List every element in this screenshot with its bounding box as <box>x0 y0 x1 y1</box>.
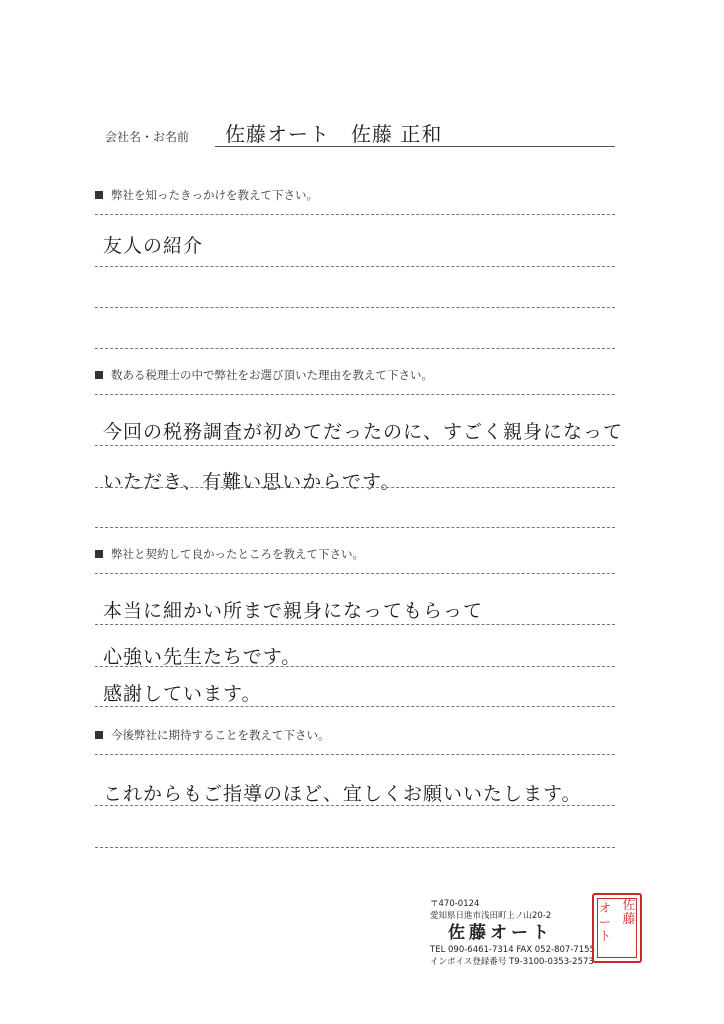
name-label: 会社名・お名前 <box>105 130 190 144</box>
section-expectations <box>95 727 615 857</box>
ruled-line <box>95 666 615 667</box>
answer-line: 今回の税務調査が初めてだったのに、すごく親身になって <box>103 421 624 443</box>
answer-line: いただき、有難い思いからです。 <box>103 471 401 493</box>
postal-code: 〒470-0124 <box>430 899 480 909</box>
answer-line: これからもご指導のほど、宜しくお願いいたします。 <box>103 783 582 805</box>
ruled-line <box>95 527 615 528</box>
tel-fax: TEL 090-6461-7314 FAX 052-807-7155 <box>430 945 595 955</box>
ruled-line <box>95 214 615 215</box>
invoice-number: インボイス登録番号 T9-3100-0353-2573 <box>430 957 594 967</box>
company-address-block <box>430 898 595 968</box>
name-underline <box>215 146 615 147</box>
section-how-found <box>95 187 615 357</box>
ruled-line <box>95 266 615 267</box>
name-row <box>95 118 615 150</box>
ruled-line <box>95 445 615 446</box>
square-bullet-icon <box>95 731 103 739</box>
square-bullet-icon <box>95 371 103 379</box>
ruled-line <box>95 754 615 755</box>
square-bullet-icon <box>95 191 103 199</box>
ruled-line <box>95 805 615 806</box>
ruled-line <box>95 573 615 574</box>
question-how-found: 弊社を知ったきっかけを教えて下さい。 <box>95 187 318 203</box>
answer-line: 本当に細かい所まで親身になってもらって <box>103 600 484 622</box>
ruled-line <box>95 706 615 707</box>
question-reason-chosen: 数ある税理士の中で弊社をお選び頂いた理由を教えて下さい。 <box>95 367 433 383</box>
ruled-line <box>95 624 615 625</box>
answer-line: 感謝しています。 <box>103 683 262 705</box>
answer-line: 心強い先生たちです。 <box>103 646 302 668</box>
ruled-line <box>95 394 615 395</box>
seal-text-right: 佐 藤 <box>622 898 636 927</box>
section-good-points <box>95 546 615 716</box>
company-seal-stamp <box>592 893 642 963</box>
question-expectations: 今後弊社に期待することを教えて下さい。 <box>95 727 330 743</box>
ruled-line <box>95 348 615 349</box>
question-good-points: 弊社と契約して良かったところを教えて下さい。 <box>95 546 364 562</box>
ruled-line <box>95 487 615 488</box>
answer-line: 友人の紹介 <box>103 235 204 257</box>
ruled-line <box>95 307 615 308</box>
seal-text-left: オ ー ト <box>598 901 611 943</box>
company-name: 佐藤オート <box>448 923 553 943</box>
square-bullet-icon <box>95 550 103 558</box>
name-value: 佐藤オート 佐藤 正和 <box>225 122 443 146</box>
ruled-line <box>95 847 615 848</box>
address: 愛知県日進市浅田町上ノ山20-2 <box>430 911 552 921</box>
section-reason-chosen <box>95 367 624 537</box>
